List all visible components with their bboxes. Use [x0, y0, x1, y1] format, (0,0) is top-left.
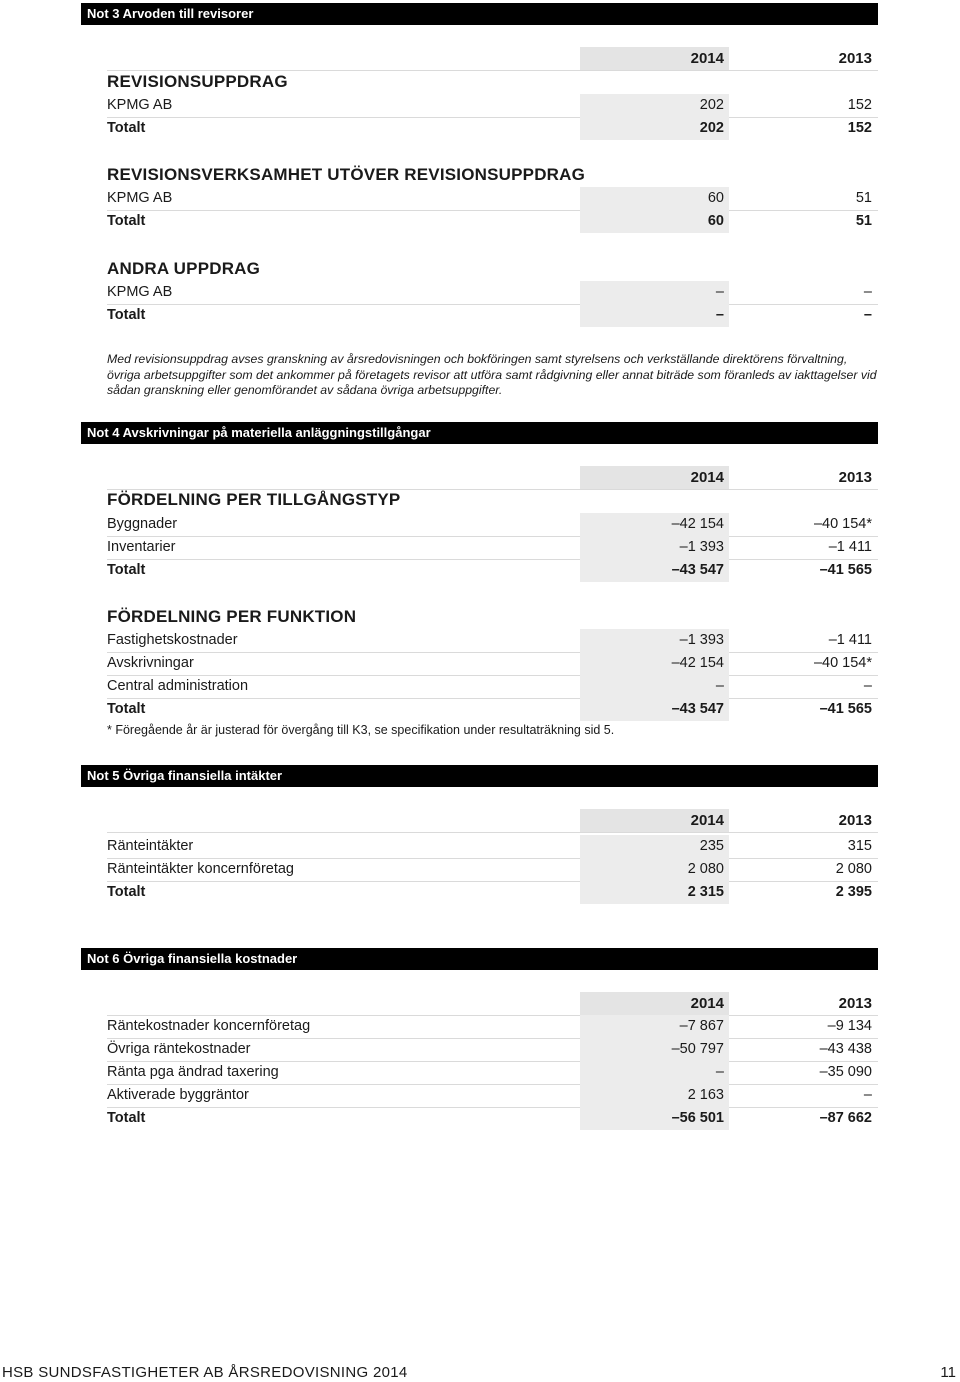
year-2013: 2013 — [838, 50, 872, 67]
table-row: Ränteintäkter 235 315 — [107, 835, 878, 859]
table-row: Central administration – – — [107, 675, 878, 699]
note4-header: Not 4 Avskrivningar på materiella anläggningstillgångar — [81, 422, 878, 444]
total-row: Totalt – – — [107, 304, 878, 327]
note4-section-title: FÖRDELNING PER FUNKTION — [107, 607, 357, 626]
note4-footnote: * Föregående år är justerad för övergång till K3, se specifikation under resultaträkning sid 5. — [107, 723, 615, 737]
note3-section-title: ANDRA UPPDRAG — [107, 259, 261, 278]
note3-paragraph: Med revisionsuppdrag avses granskning av årsredovisningen och bokföringen samt styrelsens och verkställande direktörens förvaltning, övriga arbetsuppgifter som det ankommer på företagets revisor att utföra samt rådgivning eller annat biträde som föranleds av iakttagelser vid sådan granskning eller genomförandet av sådana övriga arbetsuppgifter. — [107, 352, 877, 397]
table-row: Ränta pga ändrad taxering – –35 090 — [107, 1061, 878, 1085]
total-row: Totalt –56 501 –87 662 — [107, 1107, 878, 1130]
document-footer-title: HSB SUNDSFASTIGHETER AB ÅRSREDOVISNING 2014 — [2, 1364, 408, 1381]
note3-year-header — [107, 47, 878, 71]
year-2013: 2013 — [838, 995, 872, 1012]
note5-header: Not 5 Övriga finansiella intäkter — [81, 765, 878, 787]
table-row: Ränteintäkter koncernföretag 2 080 2 080 — [107, 858, 878, 882]
table-row: Byggnader –42 154 –40 154* — [107, 513, 878, 537]
year-2013: 2013 — [838, 469, 872, 486]
year-2014: 2014 — [580, 992, 729, 1015]
table-row: Övriga räntekostnader –50 797 –43 438 — [107, 1038, 878, 1062]
year-2014: 2014 — [580, 809, 729, 832]
year-2014: 2014 — [580, 466, 729, 489]
year-2014: 2014 — [580, 47, 729, 70]
table-row: Aktiverade byggräntor 2 163 – — [107, 1084, 878, 1108]
table-row: KPMG AB – – — [107, 281, 878, 305]
table-row: Fastighetskostnader –1 393 –1 411 — [107, 629, 878, 653]
total-row: Totalt 202 152 — [107, 117, 878, 140]
table-row: Räntekostnader koncernföretag –7 867 –9 134 — [107, 1015, 878, 1039]
table-row: KPMG AB 202 152 — [107, 94, 878, 118]
table-row: Inventarier –1 393 –1 411 — [107, 536, 878, 560]
page-number: 11 — [940, 1364, 956, 1381]
note3-section-title: REVISIONSUPPDRAG — [107, 72, 288, 91]
total-row: Totalt –43 547 –41 565 — [107, 559, 878, 582]
total-row: Totalt 2 315 2 395 — [107, 881, 878, 904]
year-2013: 2013 — [838, 812, 872, 829]
note3-section-title: REVISIONSVERKSAMHET UTÖVER REVISIONSUPPDRAG — [107, 165, 586, 184]
table-row: Avskrivningar –42 154 –40 154* — [107, 652, 878, 676]
note6-year-header — [107, 992, 878, 1016]
total-row: Totalt –43 547 –41 565 — [107, 698, 878, 721]
note5-year-header — [107, 809, 878, 833]
note4-section-title: FÖRDELNING PER TILLGÅNGSTYP — [107, 490, 401, 509]
note6-header: Not 6 Övriga finansiella kostnader — [81, 948, 878, 970]
note4-year-header — [107, 466, 878, 490]
table-row: KPMG AB 60 51 — [107, 187, 878, 211]
total-row: Totalt 60 51 — [107, 210, 878, 233]
note3-header: Not 3 Arvoden till revisorer — [81, 3, 878, 25]
